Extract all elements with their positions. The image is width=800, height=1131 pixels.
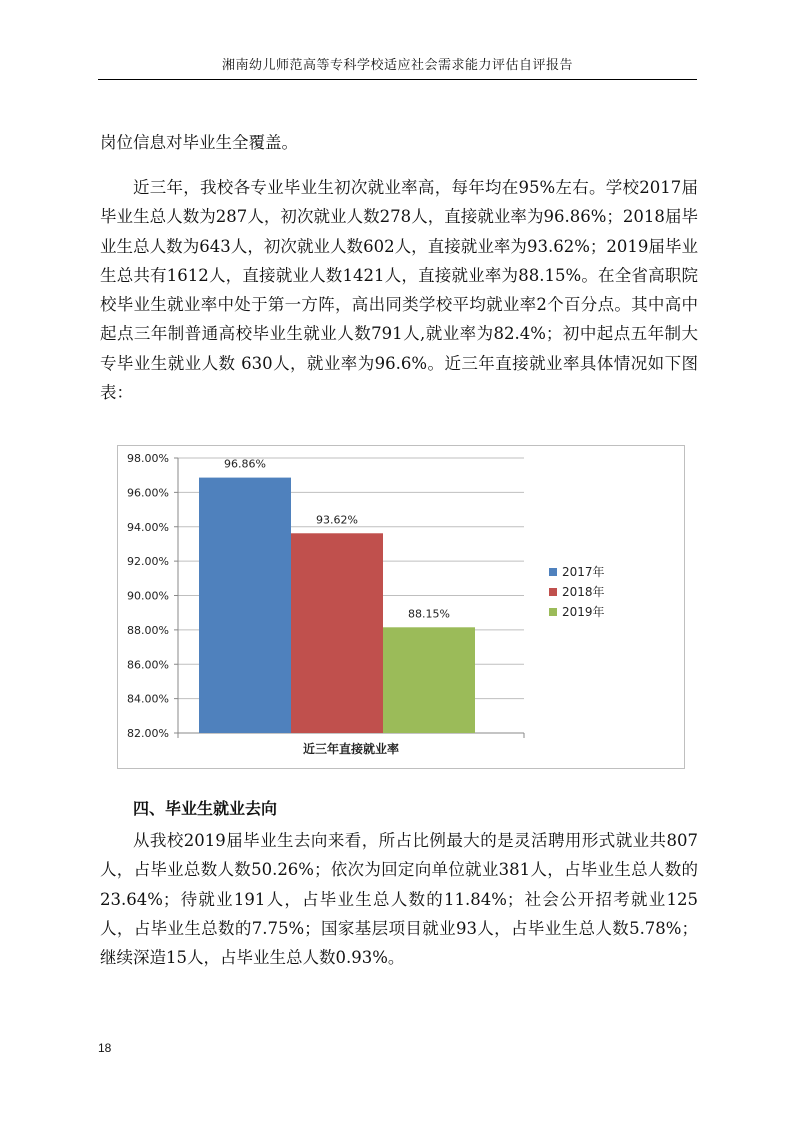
paragraph-intro: 岗位信息对毕业生全覆盖。 <box>100 133 298 152</box>
legend-label: 2019年 <box>562 605 605 619</box>
data-label: 88.15% <box>408 607 450 621</box>
data-label: 93.62% <box>316 513 358 527</box>
employment-rate-chart <box>117 445 685 769</box>
x-category-label: 近三年直接就业率 <box>302 742 400 756</box>
legend-swatch <box>549 608 557 616</box>
y-tick-label: 92.00% <box>127 555 169 569</box>
data-label: 96.86% <box>224 457 266 471</box>
y-tick-label: 86.00% <box>127 658 169 672</box>
y-tick-label: 88.00% <box>127 623 169 637</box>
page-number: 18 <box>98 1041 112 1055</box>
y-tick-label: 84.00% <box>127 692 169 706</box>
bar-2018年 <box>291 533 383 733</box>
section-title: 四、毕业生就业去向 <box>133 799 278 818</box>
y-tick-label: 94.00% <box>127 520 169 534</box>
bar-2017年 <box>199 478 291 733</box>
legend-swatch <box>549 588 557 596</box>
y-tick-label: 90.00% <box>127 589 169 603</box>
chart-svg <box>118 446 684 768</box>
page-header: 湘南幼儿师范高等专科学校适应社会需求能力评估自评报告 <box>98 54 697 80</box>
y-tick-label: 96.00% <box>127 486 169 500</box>
legend-swatch <box>549 568 557 576</box>
legend-label: 2017年 <box>562 565 605 579</box>
paragraph-destinations: 从我校2019届毕业生去向来看，所占比例最大的是灵活聘用形式就业共807人，占毕业总数人数50.26%；依次为回定向单位就业381人，占毕业生总人数的23.64%；待就业191人，占毕业生总人数的11.84%；社会公开招考就业125人，占毕业生总数的7.75%；国家基层项目就业93人，占毕业生总人数5.78%；继续深造15人，占毕业生总人数0.93%。 <box>100 831 698 968</box>
y-tick-label: 98.00% <box>127 452 169 465</box>
legend-label: 2018年 <box>562 585 605 599</box>
y-tick-label: 82.00% <box>127 727 169 740</box>
paragraph-employment-rate: 近三年，我校各专业毕业生初次就业率高，每年均在95%左右。学校2017届毕业生总人数为287人，初次就业人数278人，直接就业率为96.86%；2018届毕业生总人数为643人，初次就业人数602人，直接就业率为93.62%；2019届毕业生总共有1612人，直接就业人数1421人，直接就业率为88.15%。在全省高职院校毕业生就业率中处于第一方阵，高出同类学校平均就业率2个百分点。其中高中起点三年制普通高校毕业生就业人数791人,就业率为82.4%；初中起点五年制大专毕业生就业人数 630人，就业率为96.6%。近三年直接就业率具体情况如下图表： <box>100 178 698 403</box>
bar-2019年 <box>383 627 475 733</box>
